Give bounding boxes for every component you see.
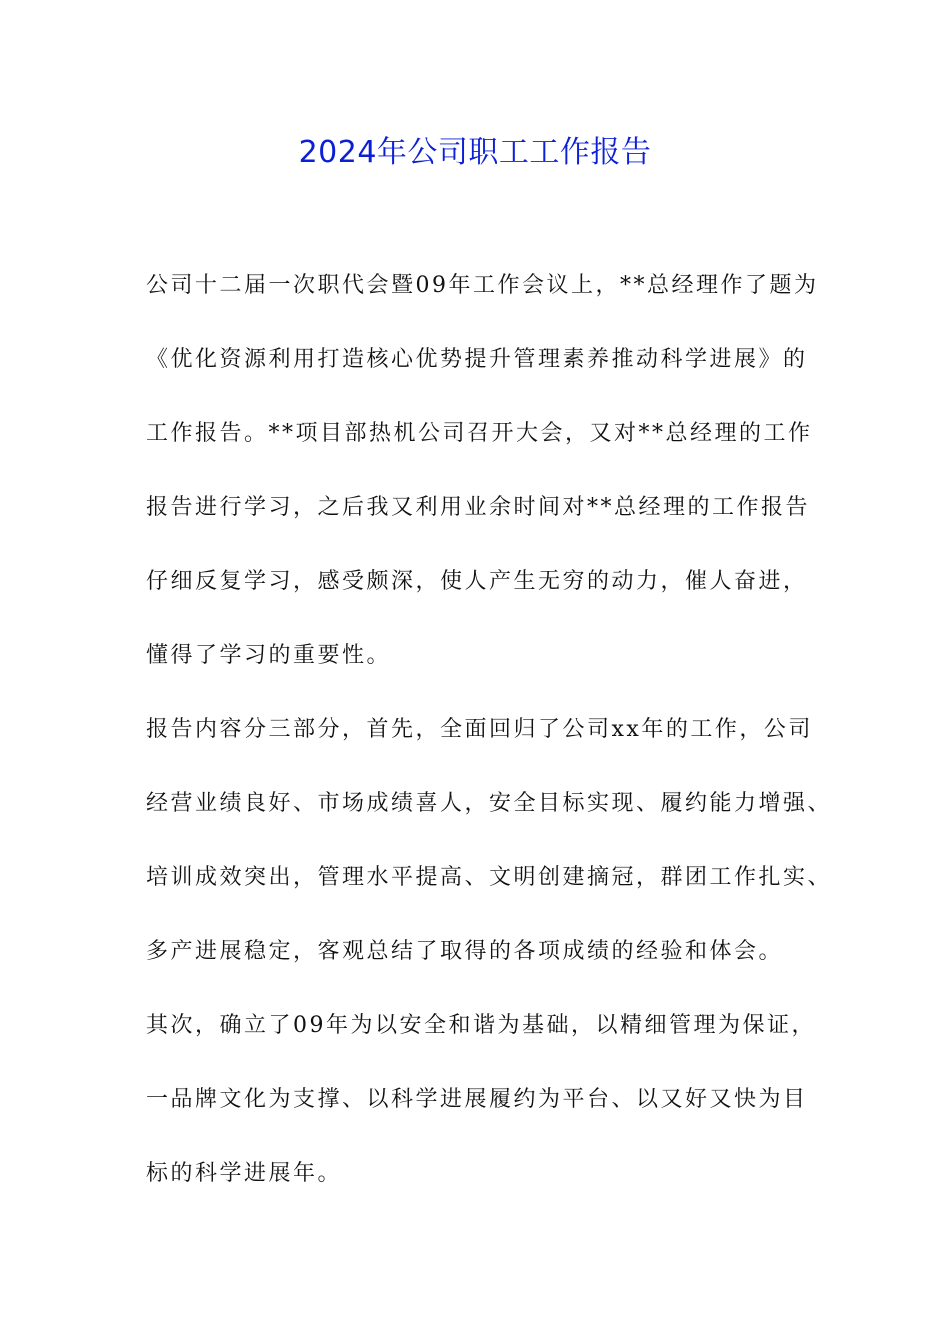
body-line: 多产进展稳定，客观总结了取得的各项成绩的经验和体会。 [146,939,784,964]
body-line: 懂得了学习的重要性。 [146,643,392,668]
body-line: 培训成效突出，管理水平提高、文明创建摘冠，群团工作扎实、 [146,865,833,890]
body-line: 经营业绩良好、市场成绩喜人，安全目标实现、履约能力增强、 [146,791,833,816]
body-line: 《优化资源利用打造核心优势提升管理素养推动科学进展》的 [146,347,808,372]
body-line: 一品牌文化为支撑、以科学进展履约为平台、以又好又快为目 [146,1087,808,1112]
body-line: 报告内容分三部分，首先，全面回归了公司xx年的工作，公司 [146,717,813,742]
body-line: 仔细反复学习，感受颇深，使人产生无穷的动力，催人奋进， [146,569,808,594]
body-line: 工作报告。**项目部热机公司召开大会，又对**总经理的工作 [146,421,813,446]
body-line: 标的科学进展年。 [146,1161,343,1186]
body-line: 其次，确立了09年为以安全和谐为基础，以精细管理为保证， [146,1013,816,1038]
document-body [146,266,836,1228]
document-title: 2024年公司职工工作报告 [298,135,652,170]
body-line: 报告进行学习，之后我又利用业余时间对**总经理的工作报告 [146,495,811,520]
body-line: 公司十二届一次职代会暨09年工作会议上，**总经理作了题为 [146,273,819,298]
